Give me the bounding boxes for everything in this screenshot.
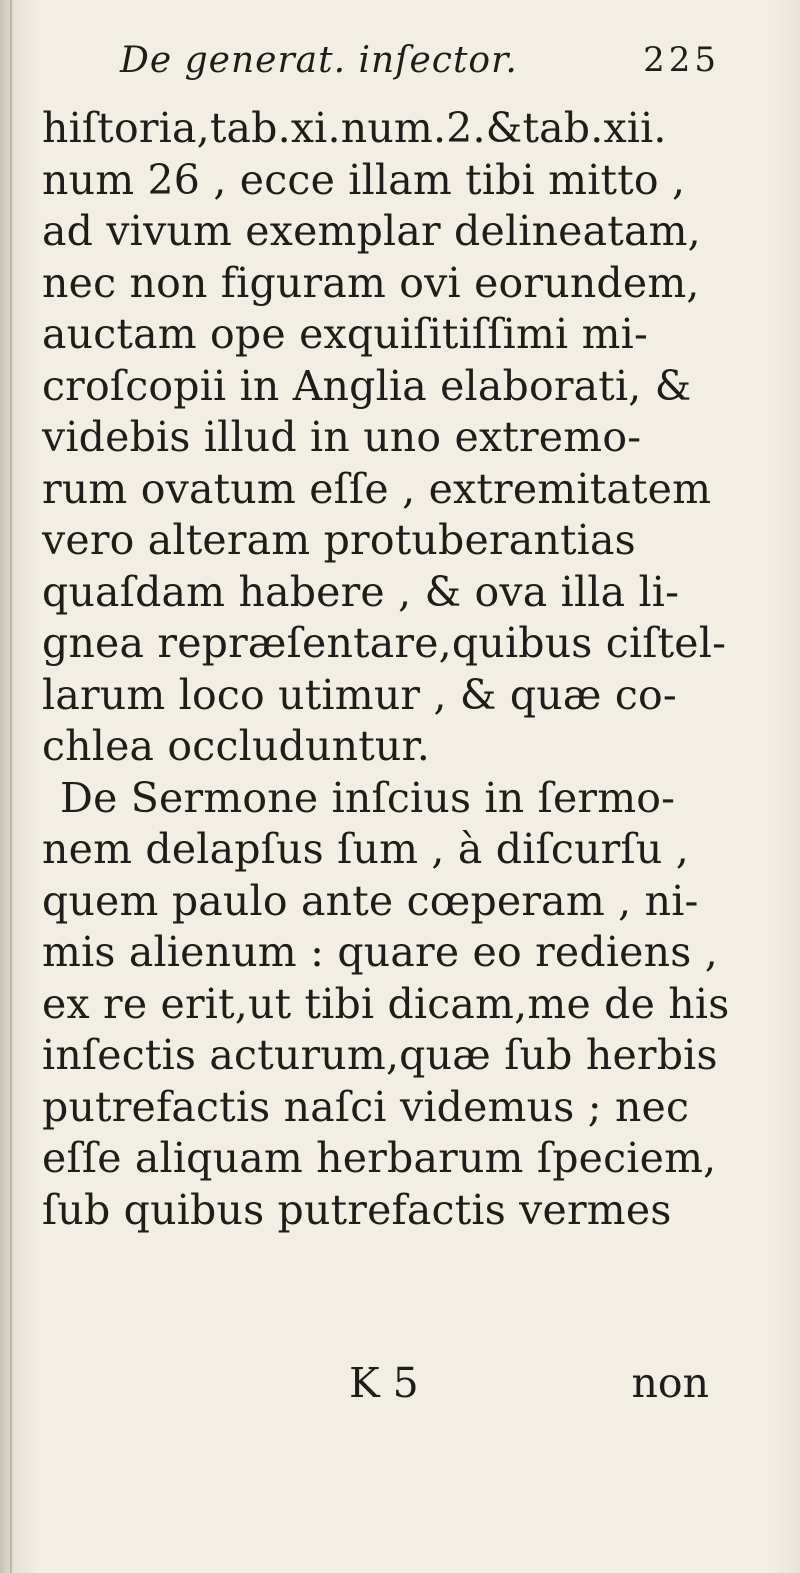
page-number: 225 <box>643 40 720 80</box>
text-line: nem delapſus ſum , à diſcurſu , <box>42 825 689 873</box>
text-line: nec non figuram ovi eorundem, <box>42 258 700 307</box>
signature-mark: K 5 <box>349 1359 419 1407</box>
text-line: chlea occluduntur. <box>42 722 431 770</box>
text-line: hiſtoria,tab.xi.num.2.&tab.xii. <box>42 104 667 152</box>
text-line: vero alteram protuberantias <box>42 516 636 564</box>
text-line: gnea repræſentare,quibus ciſtel- <box>42 619 727 667</box>
text-line: croſcopii in Anglia elaborati, & <box>42 361 692 410</box>
text-line: quaſdam habere , & ova illa li- <box>42 567 680 616</box>
running-head: De generat. inſector. <box>120 40 518 81</box>
page-footer <box>349 1357 709 1409</box>
text-line: inſectis acturum,quæ ſub herbis <box>42 1031 718 1079</box>
text-line: quem paulo ante cœperam , ni- <box>42 876 699 925</box>
text-line: videbis illud in uno extremo- <box>42 413 642 461</box>
text-line: larum loco utimur , & quæ co- <box>42 670 677 719</box>
page-gutter <box>10 0 12 1573</box>
text-line: rum ovatum eſſe , extremitatem <box>42 464 712 513</box>
body-text <box>42 103 730 1236</box>
paragraph-start-line: De Sermone inſcius in ſermo- <box>60 773 676 822</box>
page-header <box>120 40 720 90</box>
catchword: non <box>631 1359 709 1407</box>
text-line: ſub quibus putrefactis vermes <box>42 1185 672 1234</box>
text-line: eſſe aliquam herbarum ſpeciem, <box>42 1134 717 1182</box>
text-line: auctam ope exquiſitiſſimi mi- <box>42 310 649 358</box>
text-line: putrefactis naſci videmus ; nec <box>42 1082 690 1131</box>
text-line: num 26 , ecce illam tibi mitto , <box>42 155 686 204</box>
text-line: ad vivum exemplar delineatam, <box>42 207 701 255</box>
text-line: mis alienum : quare eo rediens , <box>42 928 718 976</box>
text-line: ex re erit,ut tibi dicam,me de his <box>42 979 730 1028</box>
